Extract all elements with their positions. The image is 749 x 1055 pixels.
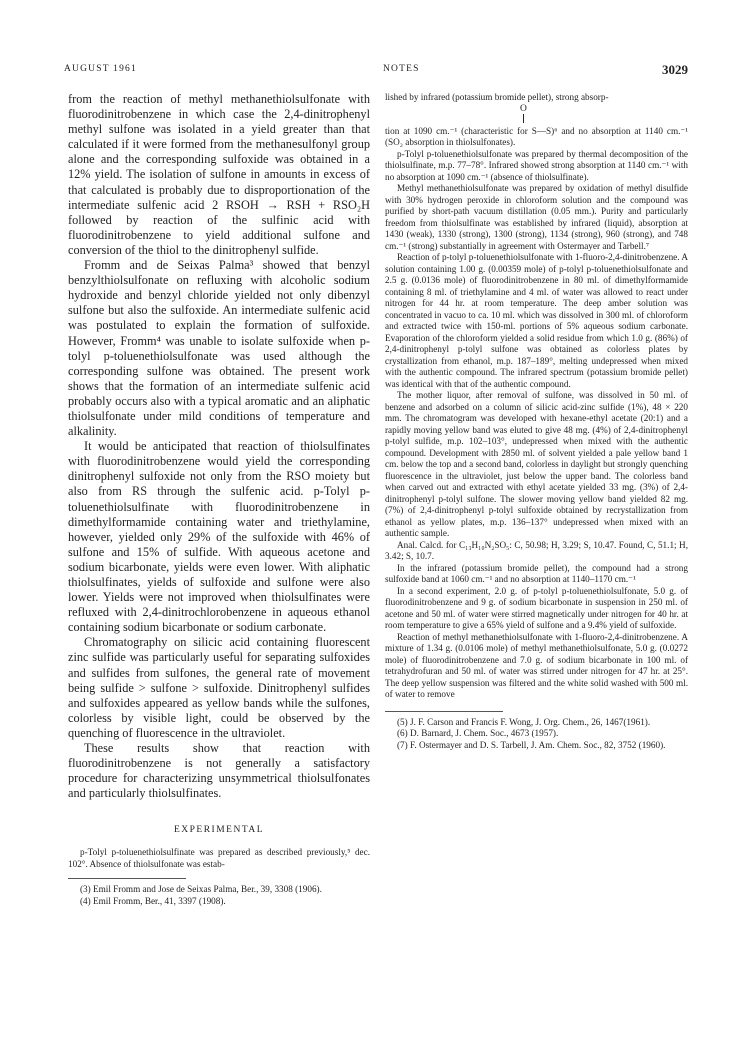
right-column [385, 92, 688, 751]
body-paragraph-5: These results show that reaction with fluorodinitrobenzene is not generally a satisfactory procedure for characterizing unsymmetrical thiolsulfonates and particularly thiolsulfinates. [68, 741, 370, 801]
infrared-result: In the infrared (potassium bromide pellet), the compound had a strong sulfoxide band at 1060 cm.⁻¹ and no absorption at 1140–1170 cm.⁻¹ [385, 562, 688, 584]
analysis: Anal. Calcd. for C₁₃H₁₀N₂SO₅: C, 50.98; H, 3.29; S, 10.47. Found, C, 51.1; H, 3.42; S, 10.7. [385, 539, 688, 561]
page-number: 3029 [662, 62, 688, 77]
oxygen-label: O [520, 103, 527, 114]
footnote-divider-right [385, 711, 503, 712]
left-column [68, 92, 370, 907]
body-paragraph-1: from the reaction of methyl methanethiolsulfonate with fluorodinitrobenzene in which case the 2,4-dinitrophenyl methyl sulfone was isolated in a yield greater than that calculated if it were formed from the methanesulfonyl group alone and the corresponding sulfoxide was obtained in a 12% yield. The isolation of sulfone in amounts in excess of that calculated is probably due to disproportionation of the intermediate sulfenic acid 2 RSOH → RSH + RSO₂H followed by reaction of the sulfinic acid with fluorodinitrobenzene to yield additional sulfone and conversion of the thiol to the dinitrophenyl sulfide. [68, 92, 370, 257]
footnote-6: (6) D. Barnard, J. Chem. Soc., 4673 (1957). [397, 728, 559, 738]
sulfinyl-oxygen-mark [520, 105, 688, 126]
header-date: AUGUST 1961 [64, 64, 137, 74]
footnote-4: (4) Emil Fromm, Ber., 41, 3397 (1908). [80, 895, 226, 906]
reaction-methyl: Reaction of methyl methanethiolsulfonate with 1-fluoro-2,4-dinitrobenzene. A mixture of 1.34 g. (0.0106 mole) of methyl methanethiolsulfonate, 5.0 g. (0.0272 mole) of fluorodinitrobenzene and 7.0 g. of sodium bicarbonate in 100 ml. of tetrahydrofuran and 50 ml. of water was stirred under nitrogen for 47 hr. at 25°. The deep yellow suspension was filtered and the white solid washed with 500 ml. of water to remove [385, 631, 688, 699]
bond-line [523, 114, 524, 123]
body-paragraph-3: It would be anticipated that reaction of thiolsulfinates with fluorodinitrobenzene would yield the corresponding dinitrophenyl sulfoxide not only from the RSO moiety but also from RS through the sulfenic acid. p-Tolyl p-toluenethiolsulfinate with fluorodinitrobenzene in dimethylformamide containing water and triethylamine, however, yielded only 29% of the sulfoxide with 46% of sulfone and 15% of sulfide. With aqueous acetone and sodium bicarbonate, yields were even lower. With aliphatic thiolsulfinates, yields of sulfoxide and sulfone were also lower. Yields were not improved when thiolsulfinates were refluxed with 2,4-dinitrochlorobenzene in aqueous ethanol containing sodium bicarbonate or sodium carbonate. [68, 439, 370, 635]
header-section: NOTES [383, 64, 420, 74]
experimental-heading: EXPERIMENTAL [173, 825, 265, 836]
footnote-5: (5) J. F. Carson and Francis F. Wong, J. Org. Chem., 26, 1467(1961). [397, 716, 651, 727]
thiolsulfonate-prep: p-Tolyl p-toluenethiolsulfonate was prepared by thermal decomposition of the thiolsulfinate, m.p. 77–78°. Infrared showed strong absorption at 1140 cm.⁻¹ with no absorption at 1090 cm.⁻¹ (absence of thiolsulfinate). [385, 148, 688, 182]
mother-liquor: The mother liquor, after removal of sulfone, was dissolved in 50 ml. of benzene and adsorbed on a column of silicic acid-zinc sulfide (1%), 48 × 220 mm. The chromatogram was developed with hexane-ethyl acetate (20:1) and a rapidly moving yellow band was eluted to give 48 mg. (4%) of 2,4-dinitrophenyl p-tolyl sulfide, m.p. 102–103°, undepressed when mixed with the authentic compound. Development with 2850 ml. of solvent yielded a pale yellow band 1 cm. below the top and a second band, colorless in daylight but strongly quenching fluorescence in the ultraviolet, just below the upper band. The colorless band when carved out and extracted with ethyl acetate yielded 33 mg. (3%) of 2,4-dinitrophenyl p-tolyl sulfone. The slower moving yellow band yielded 82 mg. (7%) of 2,4-dinitrophenyl p-tolyl sulfoxide obtained by recrystallization from ethanol as yellow plates, m.p. 136–137° undepressed when mixed with an authentic sample. [385, 390, 688, 538]
footnote-7: (7) F. Ostermayer and D. S. Tarbell, J. Am. Chem. Soc., 82, 3752 (1960). [397, 739, 666, 750]
footnote-3: (3) Emil Fromm and Jose de Seixas Palma, Ber., 39, 3308 (1906). [80, 884, 322, 895]
methyl-prep: Methyl methanethiolsulfonate was prepared by oxidation of methyl disulfide with 30% hydrogen peroxide in chloroform solution and the compound was purified by short-path vacuum distillation (0.05 mm.). Purity and particularly freedom from thiolsulfinate was established by infrared (liquid), absorption at 1430 (weak), 1330 (strong), 1300 (strong), 1134 (strong), 960 (strong), and 748 cm.⁻¹ (strong) substantially in agreement with Ostermayer and Tarbell.⁷ [385, 183, 688, 251]
reaction-tolyl: Reaction of p-tolyl p-toluenethiolsulfonate with 1-fluoro-2,4-dinitrobenzene. A solution containing 1.00 g. (0.00359 mole) of p-tolyl p-toluenethiolsulfonate and 2.5 g. (0.0136 mole) of fluorodinitrobenzene in 80 ml. of dimethylformamide containing 8 ml. of triethylamine and 4 ml. of water was allowed to react under nitrogen for 44 hr. at room temperature. The deep amber solution was concentrated in vacuo to ca. 10 ml. which was dissolved in 300 ml. of chloroform and extracted twice with 150-ml. portions of 5% aqueous sodium carbonate. Evaporation of the chloroform yielded a solid residue from which 1.0 g. (86%) of 2,4-dinitrophenyl p-tolyl sulfone was obtained as colorless plates by crystallization from ethanol, m.p. 187–189°, melting undepressed when mixed with the authentic compound. The infrared spectrum (potassium bromide pellet) was identical with that of the authentic compound. [385, 252, 688, 389]
infrared-sentence: tion at 1090 cm.⁻¹ (characteristic for S—S)⁶ and no absorption at 1140 cm.⁻¹ (SO₂ absorption in thiolsulfonates). [385, 125, 688, 147]
running-header [64, 62, 688, 78]
body-paragraph-4: Chromatography on silicic acid containing fluorescent zinc sulfide was particularly useful for separating sulfoxides and sulfides from sulfones, the general rate of movement being sulfide > sulfone > sulfoxide. Dinitrophenyl sulfides and sulfoxides appeared as yellow bands while the sulfones, colorless by visible light, could be observed by the quenching of fluorescence in the ultraviolet. [68, 635, 370, 740]
second-experiment: In a second experiment, 2.0 g. of p-tolyl p-toluenethiolsulfonate, 5.0 g. of fluorodinitrobenzene and 9 g. of sodium bicarbonate in suspension in 250 ml. of acetone and 50 ml. of water were stirred magnetically under nitrogen for 40 hr. at room temperature to give a 65% yield of sulfone and a 9.4% yield of sulfoxide. [385, 585, 688, 630]
footnote-divider [68, 878, 186, 879]
body-paragraph-2: Fromm and de Seixas Palma³ showed that benzyl benzylthiolsulfonate on refluxing with alcoholic sodium hydroxide and benzyl chloride yielded not only dibenzyl sulfone but also the sulfoxide. An intermediate sulfenic acid was postulated to explain the formation of sulfoxide. However, Fromm⁴ was unable to isolate sulfoxide when p-tolyl p-toluenethiolsulfonate was used although the corresponding sulfone was obtained. The present work shows that the formation of an intermediate sulfenic acid probably occurs also with a typical aromatic and an aliphatic thiolsulfonate under mild conditions of temperature and alkalinity. [68, 258, 370, 439]
experimental-paragraph-1: p-Tolyl p-toluenethiolsulfinate was prepared as described previously,⁵ dec. 102°. Absence of thiolsulfonate was estab- [68, 847, 370, 869]
experimental-continuation: lished by infrared (potassium bromide pellet), strong absorp- [385, 92, 609, 102]
